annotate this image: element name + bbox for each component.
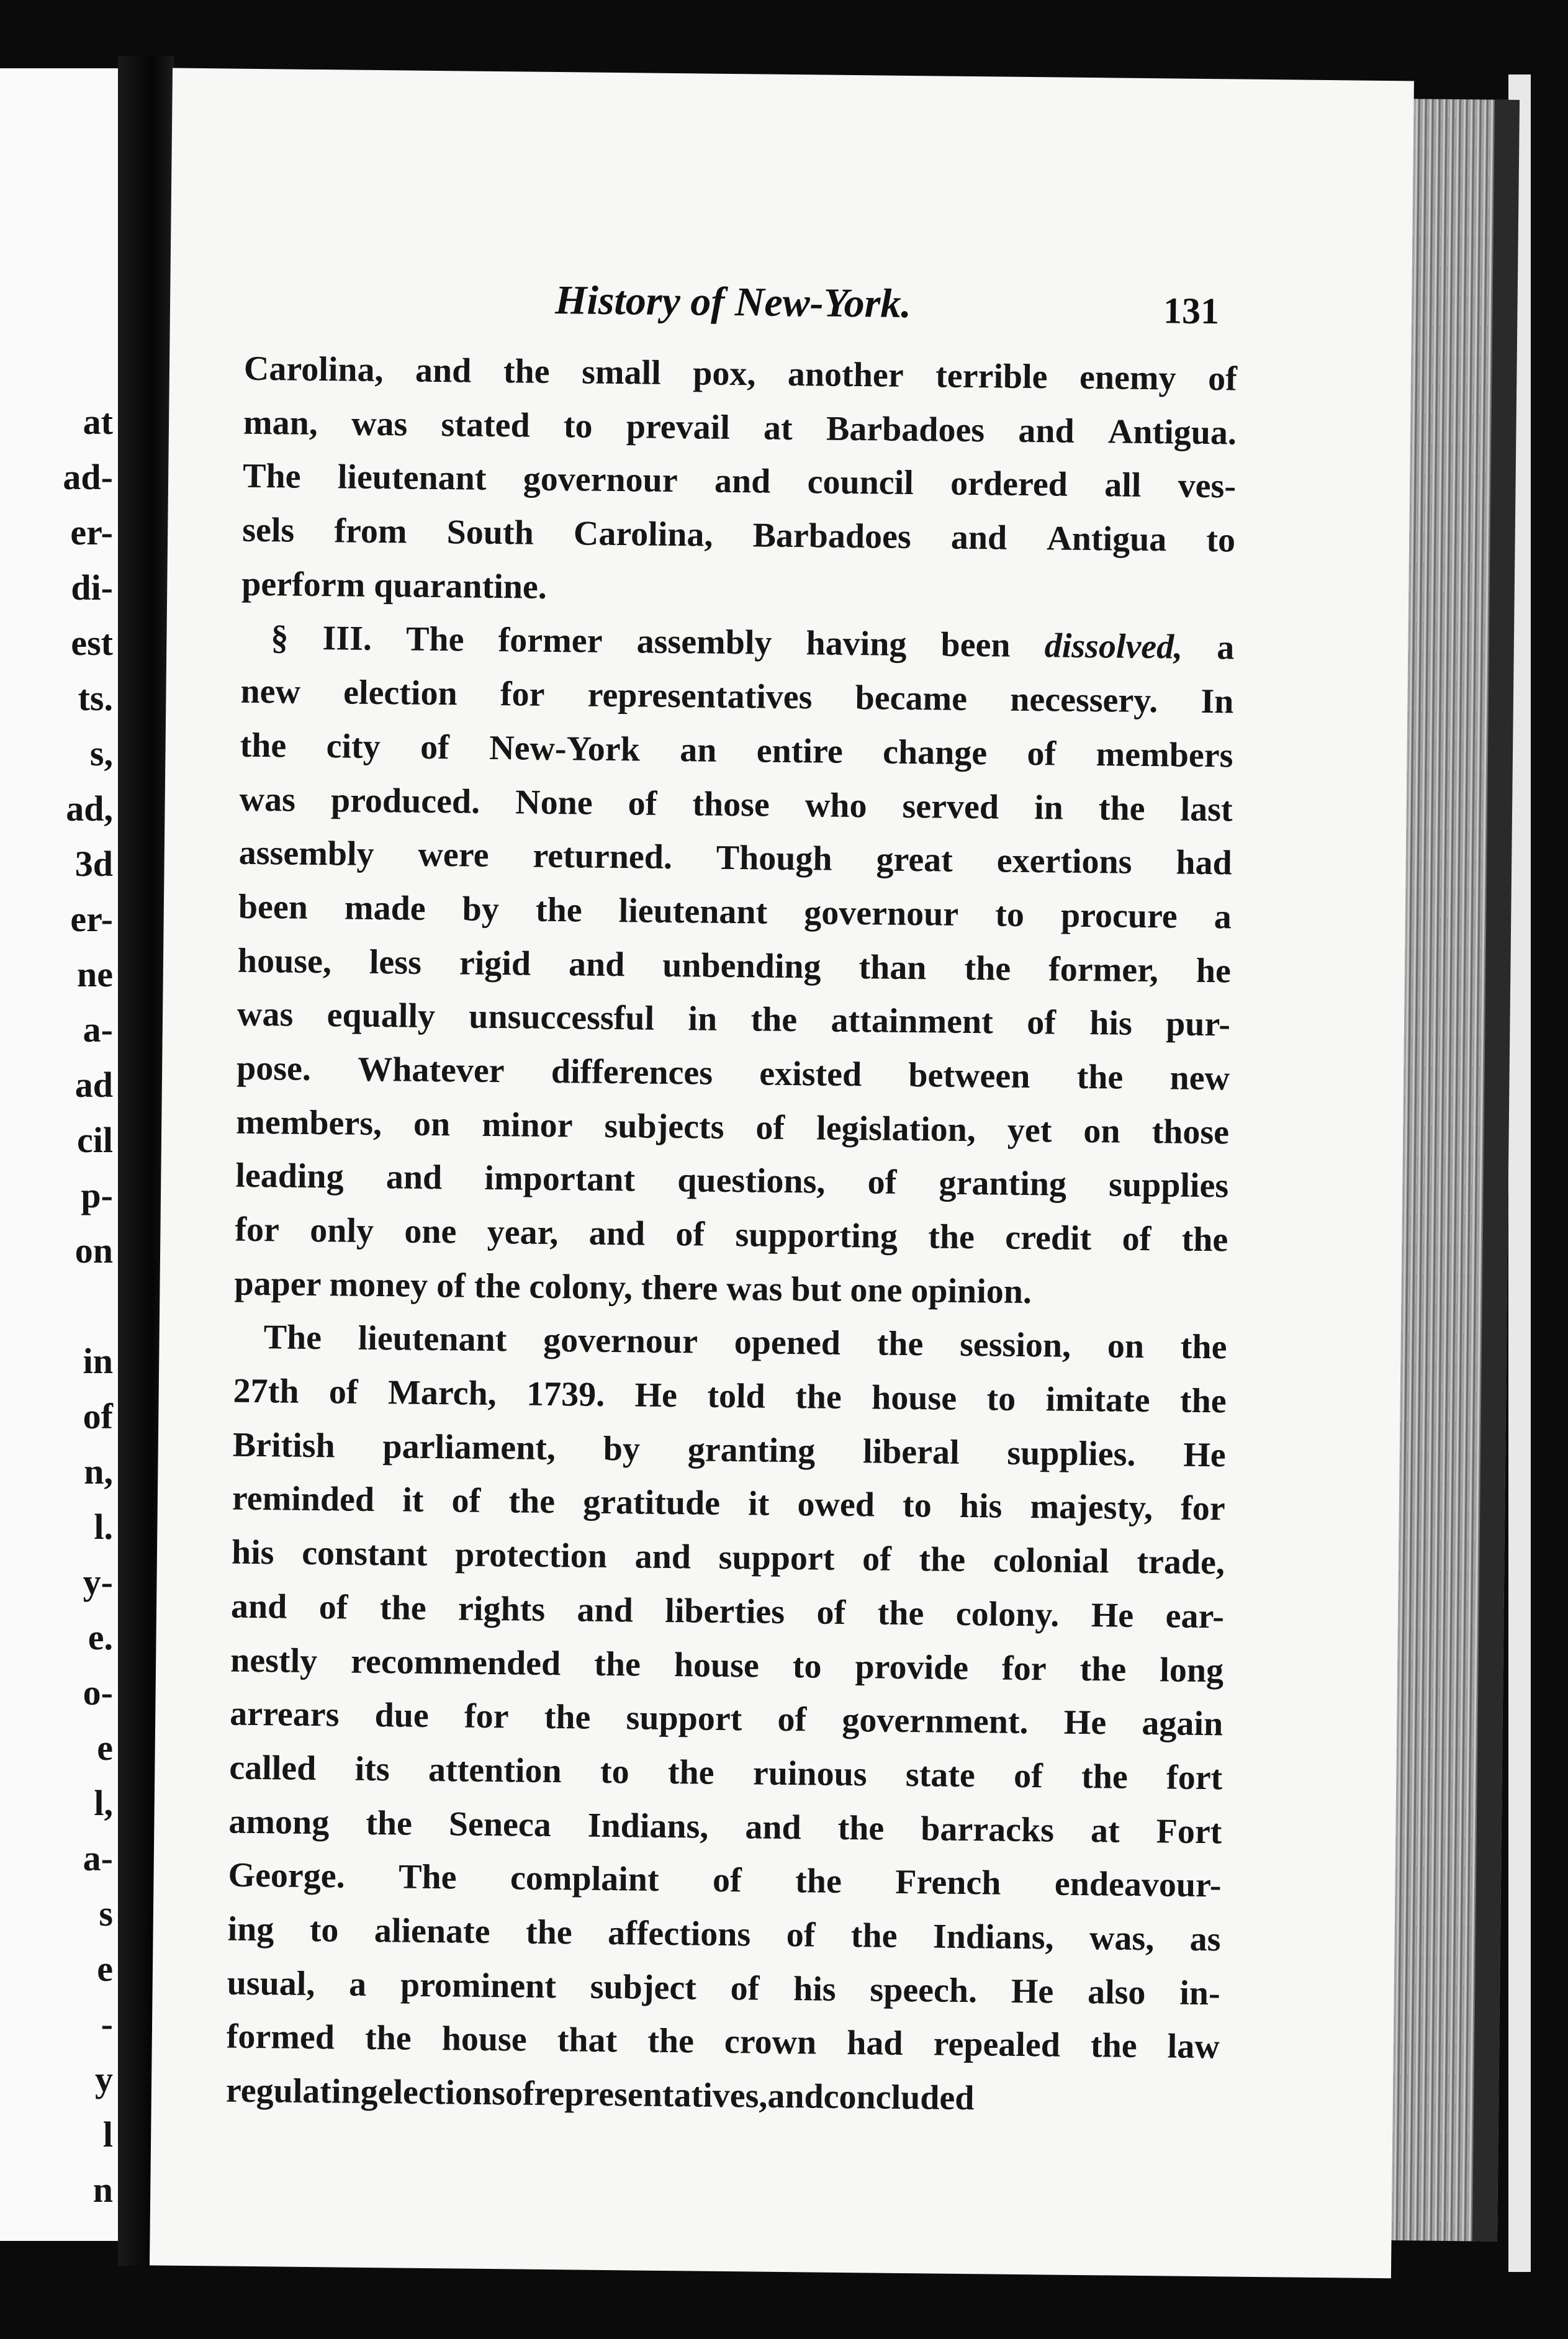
- text-line: man, was stated to prevail at Barbadoes and Antigua.: [243, 403, 1237, 453]
- facing-page-fragment: in: [83, 1341, 113, 1381]
- facing-page-fragment: ts.: [78, 678, 113, 718]
- facing-page-fragment: l: [102, 2114, 113, 2155]
- facing-page-fragment: ad-: [63, 457, 113, 497]
- page-number: 131: [1163, 290, 1220, 332]
- facing-page-fragment: l,: [94, 1783, 113, 1823]
- facing-page-fragment: on: [74, 1230, 113, 1271]
- facing-page-fragment: l.: [94, 1507, 113, 1547]
- facing-page-fragment: at: [83, 402, 113, 442]
- text-line: reminded it of the gratitude it owed to his majesty, for: [232, 1479, 1226, 1528]
- facing-page: [0, 68, 118, 2241]
- facing-page-fragment: est: [71, 623, 113, 663]
- book-page: [150, 68, 1414, 2279]
- text-line: for only one year, and of supporting the credit of the: [235, 1210, 1228, 1260]
- text-line: regulating elections of representatives, and concluded: [225, 2071, 975, 2118]
- facing-page-fragment: -: [101, 2004, 113, 2044]
- facing-page-fragment: di-: [71, 567, 113, 608]
- facing-page-fragment: er-: [70, 512, 113, 552]
- text-line: ing to alienate the affections of the Indians, was, as: [227, 1909, 1221, 1959]
- facing-page-fragment: e: [97, 1949, 113, 1989]
- facing-page-fragment: ne: [77, 954, 113, 994]
- text-line: arrears due for the support of government. He again: [229, 1694, 1223, 1744]
- text-line: the city of New-York an entire change of members: [240, 726, 1233, 775]
- facing-page-fragment: e.: [88, 1617, 113, 1657]
- facing-page-text: [7, 394, 113, 2217]
- text-line: leading and important questions, of granting supplies: [235, 1156, 1229, 1206]
- body-text: [225, 342, 1237, 2128]
- text-line: assembly were returned. Though great exertions had: [238, 833, 1233, 883]
- running-head-title: History of New-York.: [554, 277, 912, 327]
- text-line: usual, a prominent subject of his speech. He also in-: [227, 1963, 1220, 2012]
- text-line: Carolina, and the small pox, another terrible enemy of: [243, 349, 1238, 399]
- text-line: among the Seneca Indians, and the barracks at Fort: [228, 1802, 1222, 1851]
- text-line: called its attention to the ruinous state of the fort: [229, 1748, 1223, 1798]
- facing-page-fragment: n,: [84, 1451, 113, 1492]
- facing-page-fragment: ad: [74, 1065, 113, 1105]
- text-line: The lieutenant governour opened the session, on the: [263, 1318, 1227, 1367]
- text-line: nestly recommended the house to provide for the long: [230, 1641, 1224, 1690]
- facing-page-fragment: y-: [83, 1562, 113, 1602]
- text-line: formed the house that the crown had repealed the law: [226, 2017, 1220, 2066]
- running-head: [170, 273, 1412, 342]
- facing-page-fragment: p-: [81, 1175, 113, 1215]
- facing-page-fragment: cil: [77, 1120, 113, 1160]
- text-line: and of the rights and liberties of the colony. He ear-: [230, 1587, 1225, 1636]
- text-line: pose. Whatever differences existed between the new: [236, 1048, 1230, 1098]
- facing-page-fragment: a-: [83, 1009, 113, 1050]
- text-line: house, less rigid and unbending than the former, he: [237, 941, 1232, 991]
- facing-page-fragment: 3d: [74, 844, 113, 884]
- facing-page-fragment: n: [92, 2170, 113, 2210]
- facing-page-fragment: of: [83, 1396, 113, 1436]
- text-line: British parliament, by granting liberal supplies. He: [232, 1425, 1227, 1475]
- text-line: 27th of March, 1739. He told the house to imitate the: [233, 1371, 1227, 1421]
- text-line: been made by the lieutenant governour to procure a: [238, 887, 1232, 937]
- text-line: was produced. None of those who served in the last: [239, 780, 1233, 829]
- facing-page-fragment: e: [97, 1728, 113, 1768]
- text-line: paper money of the colony, there was but one opinion.: [234, 1264, 1032, 1311]
- text-line: sels from South Carolina, Barbadoes and Antigua to: [241, 510, 1236, 560]
- text-line: new election for representatives became necessery. In: [240, 672, 1234, 721]
- facing-page-fragment: y: [95, 2059, 113, 2099]
- facing-page-fragment: er-: [70, 899, 113, 939]
- text-line: was equally unsuccessful in the attainment of his pur-: [237, 994, 1231, 1044]
- text-line: § III. The former assembly having been dissolved, a: [271, 618, 1235, 667]
- text-line: The lieutenant governour and council ordered all ves-: [242, 457, 1237, 506]
- facing-page-fragment: ad,: [66, 788, 113, 829]
- facing-page-fragment: s,: [89, 733, 113, 773]
- facing-page-fragment: a-: [83, 1838, 113, 1878]
- text-line: perform quarantine.: [241, 564, 547, 606]
- facing-page-fragment: s: [99, 1893, 113, 1934]
- text-line: members, on minor subjects of legislation, yet on those: [235, 1102, 1230, 1152]
- facing-page-fragment: o-: [83, 1672, 113, 1713]
- text-line: his constant protection and support of the colonial trade,: [231, 1533, 1225, 1582]
- text-line: George. The complaint of the French endeavour-: [228, 1855, 1222, 1905]
- facing-page-fragment: [7, 1278, 113, 1333]
